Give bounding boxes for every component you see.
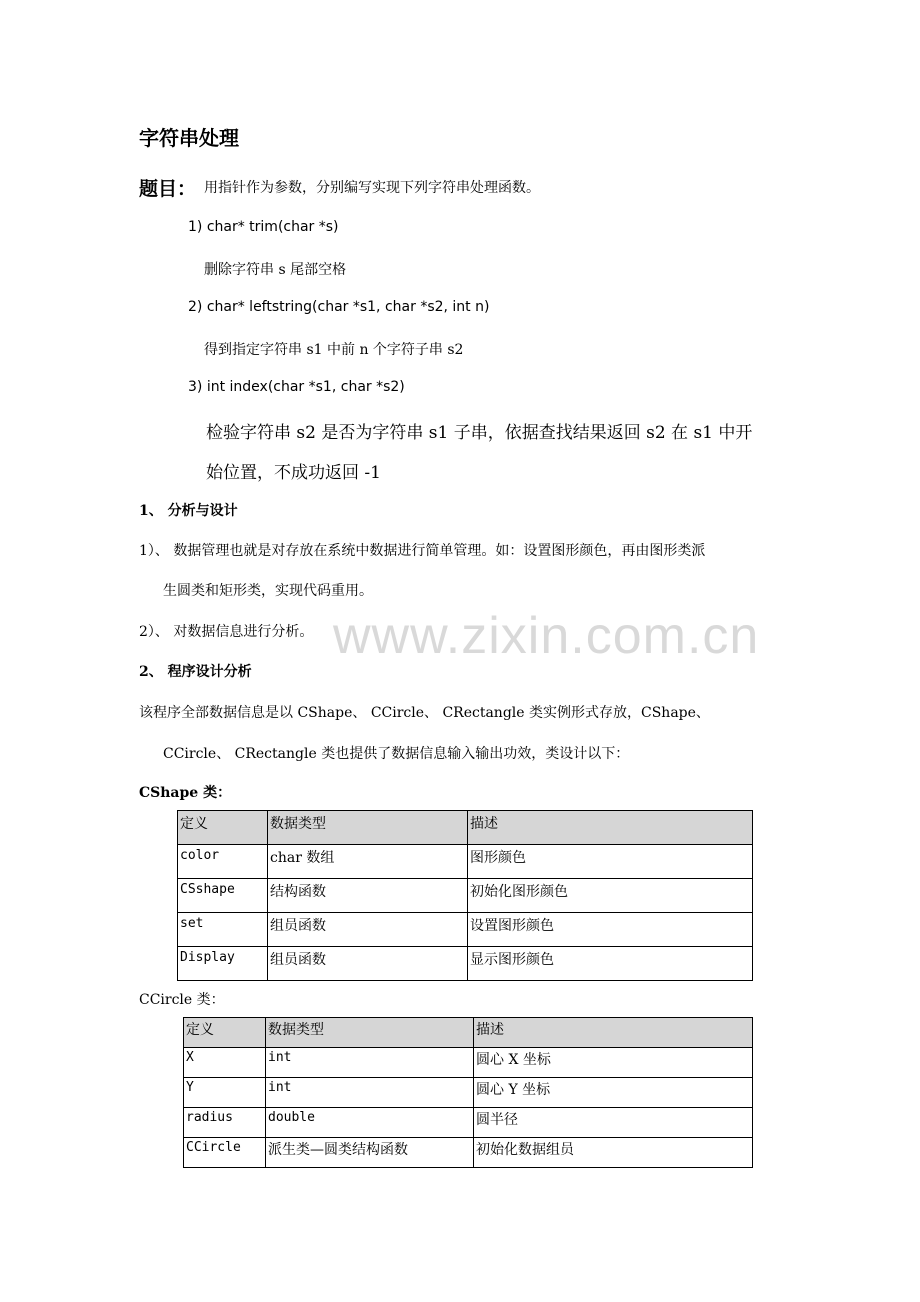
table-cell: CSshape	[178, 879, 268, 913]
cshape-table	[177, 810, 753, 981]
section1-item2: 2）、 对数据信息进行分析。	[139, 624, 314, 640]
header-cell: 定义	[184, 1018, 266, 1048]
section1-item1-line1: 1）、 数据管理也就是对存放在系统中数据进行简单管理。如：设置图形颜色，再由图形类派	[139, 543, 706, 559]
table-cell: int	[266, 1048, 474, 1078]
question-label: 题目：	[139, 178, 197, 200]
table-cell: color	[178, 845, 268, 879]
watermark: www.zixin.com.cn	[333, 607, 760, 665]
function-index-signature: 3) int index(char *s1, char *s2)	[188, 379, 405, 395]
table-cell: 组员函数	[268, 947, 468, 981]
function-index-desc-line1: 检验字符串 s2 是否为字符串 s1 子串，依据查找结果返回 s2 在 s1 中开	[206, 423, 753, 443]
ccircle-table	[183, 1017, 753, 1168]
page-title: 字符串处理	[139, 126, 239, 150]
section2-heading: 2、 程序设计分析	[139, 664, 252, 680]
table-row	[178, 913, 753, 947]
table-cell: 结构函数	[268, 879, 468, 913]
table-cell: 初始化数据组员	[474, 1138, 753, 1168]
function-leftstring-signature: 2) char* leftstring(char *s1, char *s2, int n)	[188, 299, 490, 315]
table-row	[184, 1138, 753, 1168]
function-trim-signature: 1) char* trim(char *s)	[188, 219, 339, 235]
table-cell: 派生类—圆类结构函数	[266, 1138, 474, 1168]
header-cell: 描述	[468, 811, 753, 845]
table-cell: double	[266, 1108, 474, 1138]
table-cell: 圆心 Y 坐标	[474, 1078, 753, 1108]
table-cell: X	[184, 1048, 266, 1078]
table-row	[184, 1048, 753, 1078]
header-cell: 定义	[178, 811, 268, 845]
table-cell: int	[266, 1078, 474, 1108]
table-cell: CCircle	[184, 1138, 266, 1168]
table-cell: set	[178, 913, 268, 947]
table-header-row	[184, 1018, 753, 1048]
table-cell: 显示图形颜色	[468, 947, 753, 981]
section1-heading: 1、 分析与设计	[139, 503, 238, 519]
table-cell: char 数组	[268, 845, 468, 879]
function-leftstring-desc: 得到指定字符串 s1 中前 n 个字符子串 s2	[204, 342, 464, 358]
function-index-desc-line2: 始位置，不成功返回 -1	[206, 463, 381, 483]
header-cell: 数据类型	[268, 811, 468, 845]
cshape-caption: CShape 类：	[139, 785, 232, 801]
table-cell: Y	[184, 1078, 266, 1108]
section1-item1-line2: 生圆类和矩形类，实现代码重用。	[163, 583, 373, 599]
table-cell: 设置图形颜色	[468, 913, 753, 947]
table-cell: 初始化图形颜色	[468, 879, 753, 913]
section2-para-line1: 该程序全部数据信息是以 CShape、 CCircle、 CRectangle 类实例形式存放，CShape、	[139, 705, 710, 721]
table-cell: radius	[184, 1108, 266, 1138]
ccircle-caption: CCircle 类：	[139, 992, 225, 1008]
table-cell: 圆半径	[474, 1108, 753, 1138]
table-row	[178, 845, 753, 879]
function-trim-desc: 删除字符串 s 尾部空格	[204, 262, 347, 278]
table-cell: 图形颜色	[468, 845, 753, 879]
section2-para-line2: CCircle、 CRectangle 类也提供了数据信息输入输出功效，类设计以下：	[163, 746, 630, 762]
header-cell: 数据类型	[266, 1018, 474, 1048]
question-text: 用指针作为参数，分别编写实现下列字符串处理函数。	[204, 180, 540, 196]
table-row	[178, 947, 753, 981]
table-row	[184, 1108, 753, 1138]
table-row	[184, 1078, 753, 1108]
table-cell: Display	[178, 947, 268, 981]
table-cell: 组员函数	[268, 913, 468, 947]
table-header-row	[178, 811, 753, 845]
table-row	[178, 879, 753, 913]
header-cell: 描述	[474, 1018, 753, 1048]
table-cell: 圆心 X 坐标	[474, 1048, 753, 1078]
